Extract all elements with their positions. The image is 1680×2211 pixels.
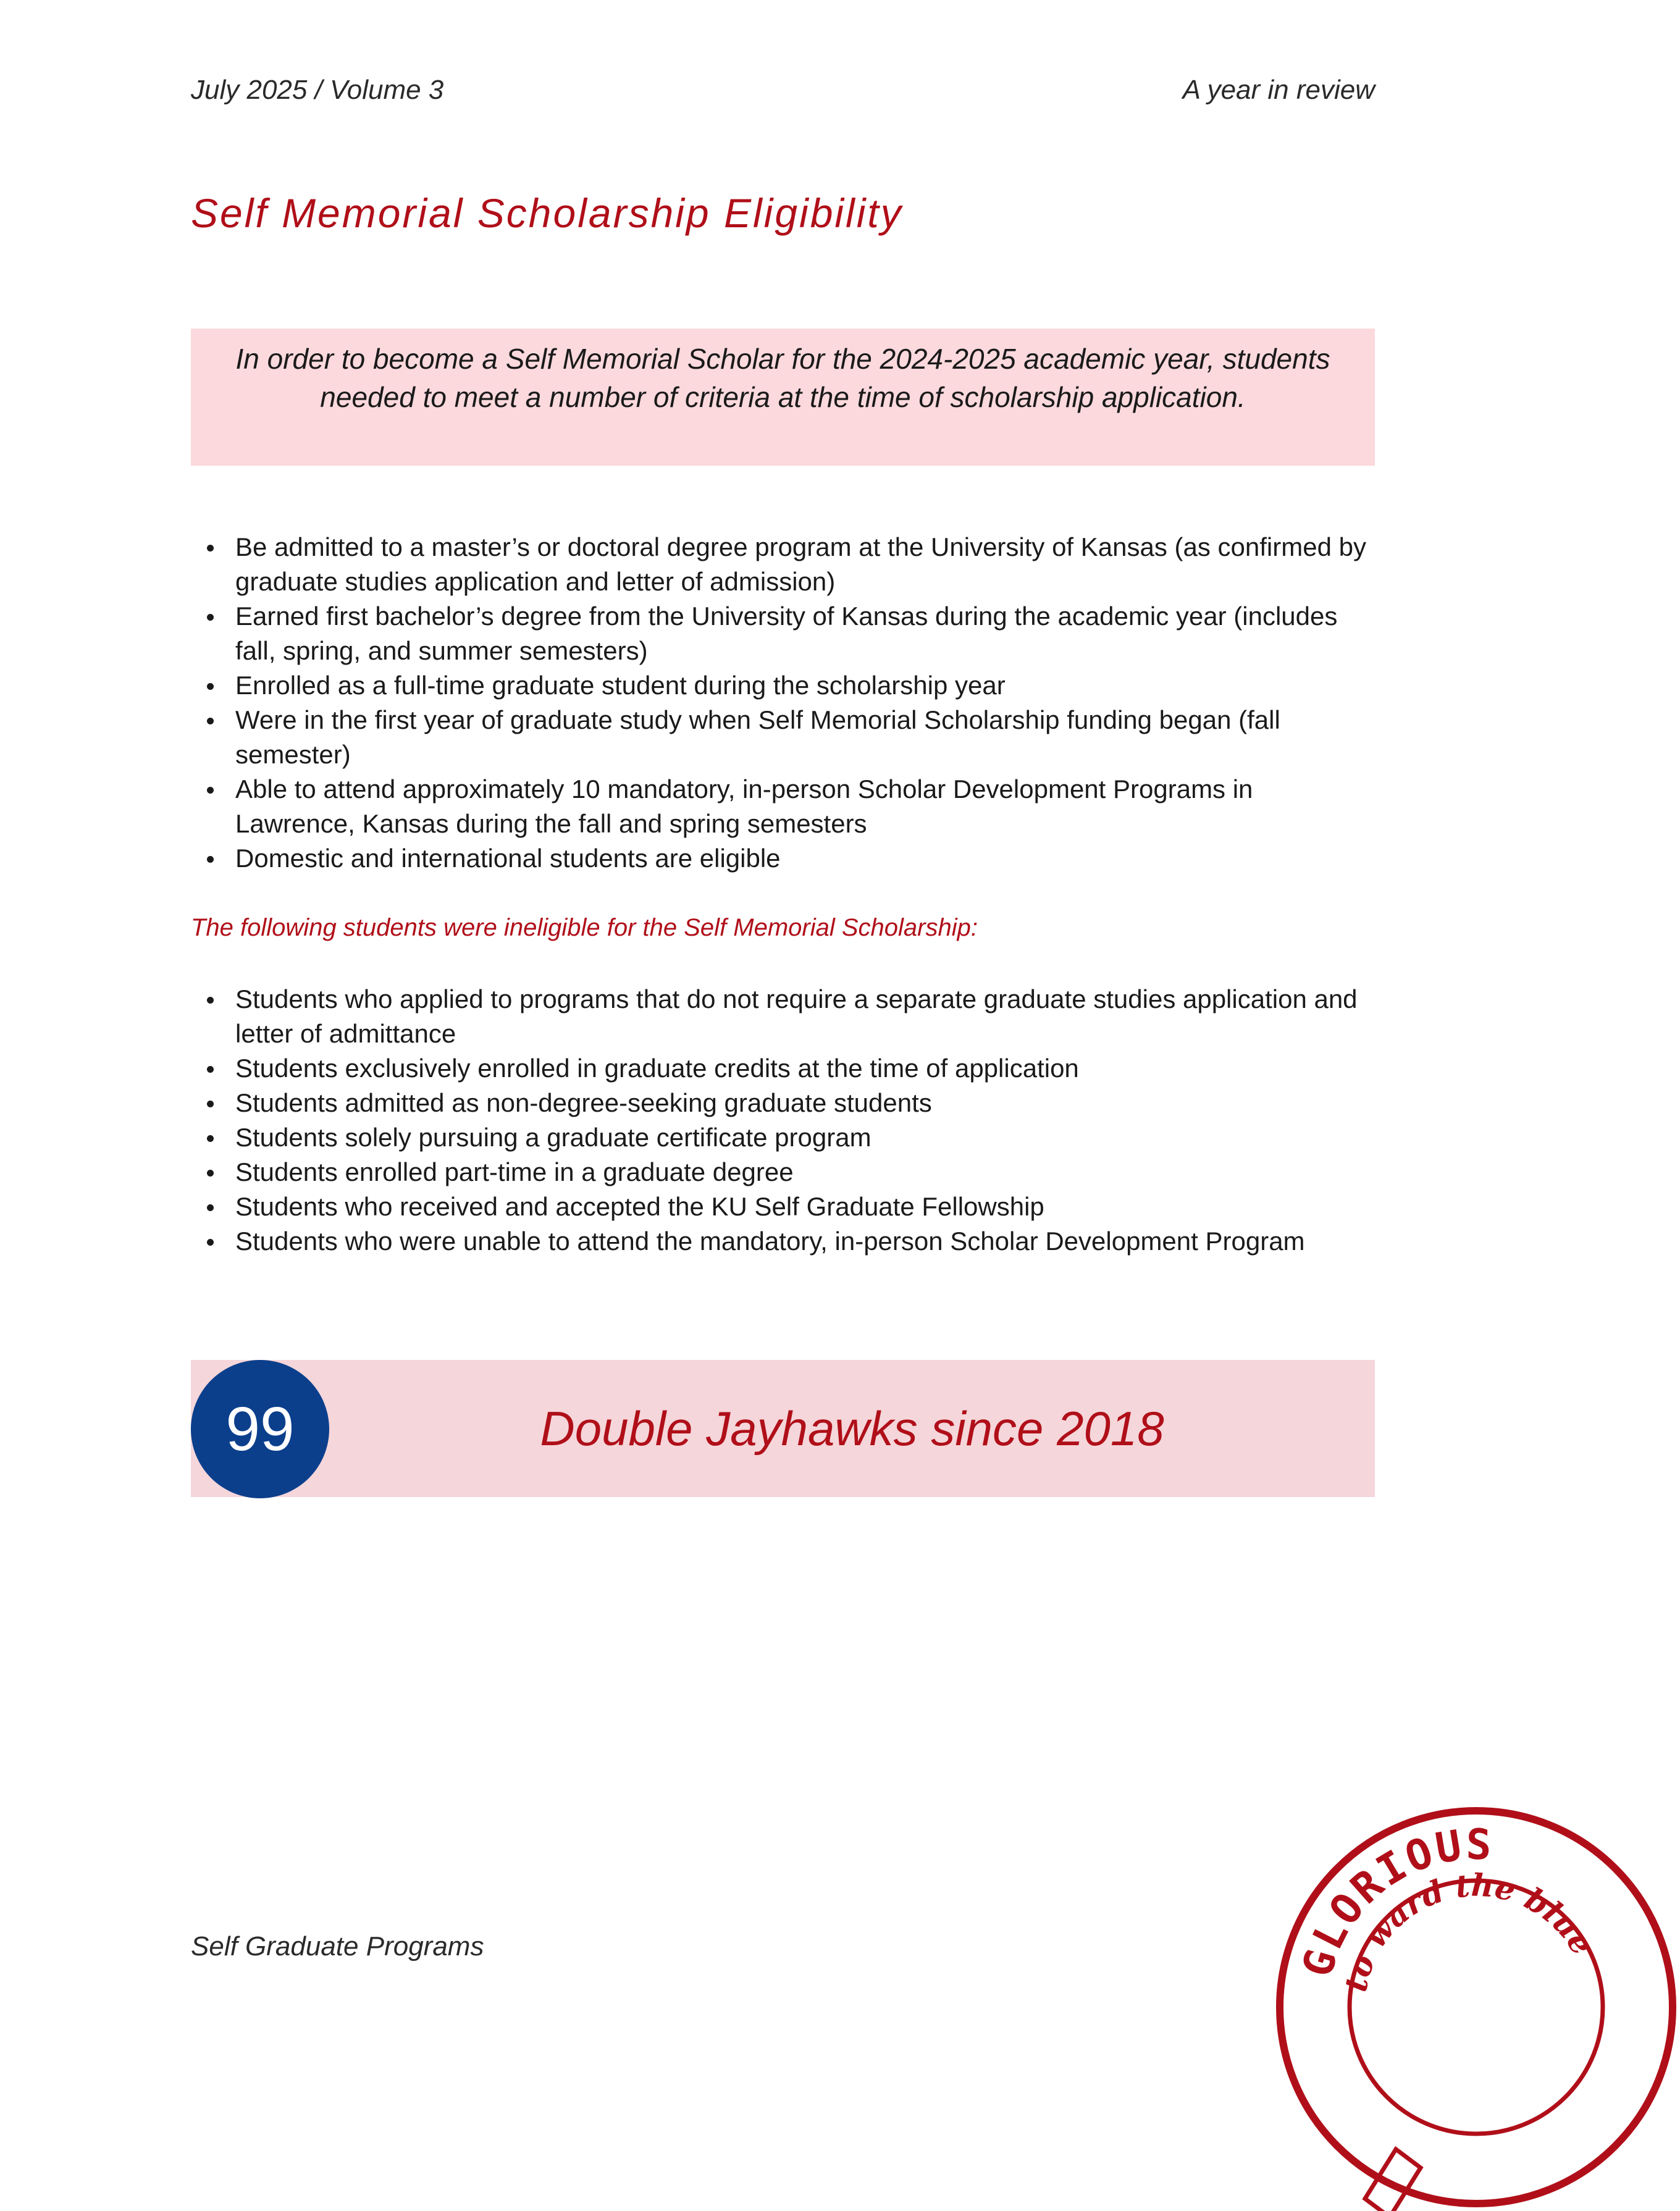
list-item: Students enrolled part-time in a graduate degree: [191, 1155, 1375, 1189]
list-item: Were in the first year of graduate study when Self Memorial Scholarship funding began (fall semester): [191, 703, 1375, 772]
list-item: Students who were unable to attend the mandatory, in-person Scholar Development Program: [191, 1224, 1375, 1259]
eligibility-criteria-list: [191, 530, 1375, 876]
list-item: Students who received and accepted the KU Self Graduate Fellowship: [191, 1189, 1375, 1224]
list-item: Able to attend approximately 10 mandatory, in-person Scholar Development Programs in Lawrence, Kansas during the fall and spring semesters: [191, 772, 1375, 841]
ineligible-heading: The following students were ineligible for the Self Memorial Scholarship:: [191, 914, 978, 941]
footer-text: Self Graduate Programs: [191, 1931, 484, 1961]
list-item: Earned first bachelor’s degree from the University of Kansas during the academic year (includes fall, spring, and summer semesters): [191, 599, 1375, 668]
seal-top-text: GLORIOUS: [1293, 1820, 1495, 1982]
list-item: Students who applied to programs that do not require a separate graduate studies application and letter of admittance: [191, 982, 1375, 1051]
header-issue: July 2025 / Volume 3: [191, 75, 444, 105]
ineligible-list: [191, 982, 1375, 1259]
glorious-seal-icon: [1272, 1803, 1680, 2211]
intro-callout: [191, 329, 1375, 466]
list-item: Domestic and international students are eligible: [191, 841, 1375, 876]
list-item: Be admitted to a master’s or doctoral degree program at the University of Kansas (as confirmed by graduate studies application and letter of admission): [191, 530, 1375, 599]
list-item: Enrolled as a full-time graduate student during the scholarship year: [191, 668, 1375, 703]
stat-label: Double Jayhawks since 2018: [540, 1401, 1164, 1456]
stat-number-badge: 99: [191, 1360, 329, 1498]
list-item: Students admitted as non-degree-seeking graduate students: [191, 1086, 1375, 1120]
page-title: Self Memorial Scholarship Eligibility: [191, 190, 903, 236]
header-section: A year in review: [1182, 75, 1375, 105]
intro-callout-text: In order to become a Self Memorial Scholar for the 2024-2025 academic year, students needed to meet a number of criteria at the time of scholarship application.: [235, 343, 1330, 413]
seal-inner-text: to ward the blue: [1337, 1866, 1601, 1995]
list-item: Students exclusively enrolled in graduate credits at the time of application: [191, 1051, 1375, 1086]
list-item: Students solely pursuing a graduate certificate program: [191, 1120, 1375, 1155]
